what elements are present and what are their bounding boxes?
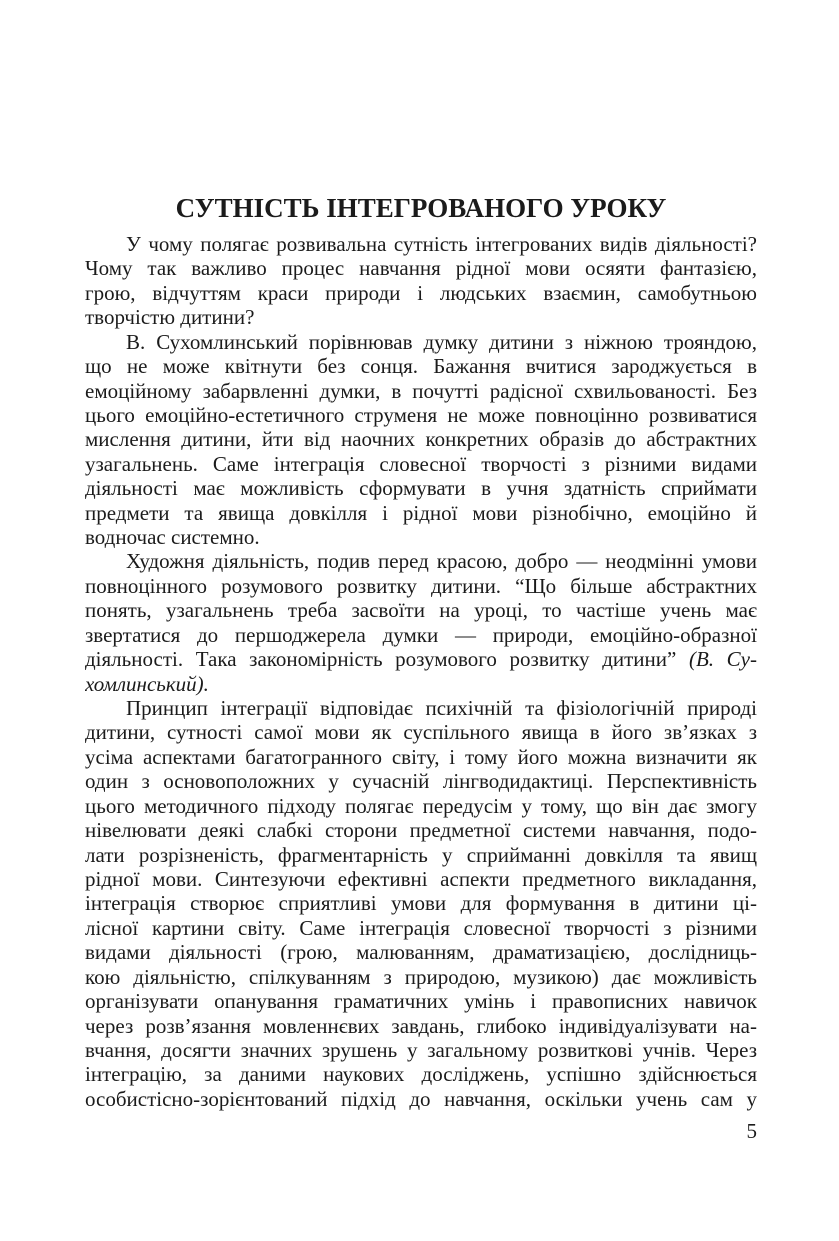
text-line: цього методичного підходу полягає передусім у тому, що він дає змогу xyxy=(85,793,757,818)
text-line: цього емоційно-естетичного струменя не може повноцінно розвиватися xyxy=(85,402,757,427)
text-line: творчістю дитини? xyxy=(85,305,255,330)
text-line: емоційному забарвленні думки, в почутті радісної схвильованості. Без xyxy=(85,378,757,403)
text-line: один з основоположних у сучасній лінгводидактиці. Перспективність xyxy=(85,769,757,794)
text-line: через розв’язання мовленнєвих завдань, глибоко індивідуалізувати на- xyxy=(85,1013,757,1038)
text-line: усіма аспектами багатогранного світу, і тому його можна визначити як xyxy=(85,744,757,769)
text-line: Принцип інтеграції відповідає психічній та фізіологічній природі xyxy=(126,696,757,721)
text-line: грою, відчуттям краси природи і людських взаємин, самобутньою xyxy=(85,280,757,305)
text-line: У чому полягає розвивальна сутність інтегрованих видів діяльності? xyxy=(126,232,757,256)
paragraph xyxy=(85,549,757,696)
text-line: інтеграцію, за даними наукових досліджень, успішно здійснюється xyxy=(85,1062,757,1087)
text-line: узагальнень. Саме інтеграція словесної творчості з різними видами xyxy=(85,451,757,476)
text-line: вчання, досягти значних зрушень у загальному розвиткові учнів. Через xyxy=(85,1037,757,1062)
text-line: предмети та явища довкілля і рідної мови різнобічно, емоційно й xyxy=(85,500,757,525)
text-line: В. Сухомлинський порівнював думку дитини з ніжною трояндою, xyxy=(126,329,757,354)
page-number: 5 xyxy=(746,1119,757,1143)
article-body xyxy=(85,232,757,1111)
page-title: СУТНІСТЬ ІНТЕГРОВАНОГО УРОКУ xyxy=(175,193,667,223)
text-line: що не може квітнути без сонця. Бажання вчитися зароджується в xyxy=(85,354,757,379)
text-line xyxy=(85,647,757,671)
paragraph xyxy=(85,330,757,550)
citation-author: хомлинський). xyxy=(85,671,209,696)
text-line: лісної картини світу. Саме інтеграція словесної творчості з різними xyxy=(85,915,757,940)
text-line: повноцінного розумового розвитку дитини. “Що більше абстрактних xyxy=(85,573,757,598)
text-line: нівелювати деякі слабкі сторони предметної системи навчання, подо- xyxy=(85,818,757,843)
text-line: видами діяльності (грою, малюванням, драматизацією, дослідниць- xyxy=(85,940,757,965)
text-line: лати розрізненість, фрагментарність у сприйманні довкілля та явищ xyxy=(85,842,757,867)
text-line: Чому так важливо процес навчання рідної мови осяяти фантазією, xyxy=(85,256,757,281)
text-line: Художня діяльність, подив перед красою, добро — неодмінні умови xyxy=(126,549,757,574)
text-line: діяльності має можливість сформувати в учня здатність сприймати xyxy=(85,476,757,501)
text-line: дитини, сутності самої мови як суспільного явища в його зв’язках з xyxy=(85,720,757,745)
text-line: водночас системно. xyxy=(85,525,260,550)
text-line: звертатися до першоджерела думки — природи, емоційно-образної xyxy=(85,622,757,647)
citation-author: (В. Су- xyxy=(688,647,757,672)
text-line: організувати опанування граматичних умінь і правописних навичок xyxy=(85,989,757,1014)
text-line: кою діяльністю, спілкуванням з природою, музикою) дає можливість xyxy=(85,964,757,989)
text-line: рідної мови. Синтезуючи ефективні аспекти предметного викладання, xyxy=(85,866,757,891)
paragraph xyxy=(85,232,757,330)
text-segment: діяльності. Така закономірність розумового розвитку дитини” xyxy=(85,647,677,672)
text-line: понять, узагальнень треба засвоїти на уроці, то частіше учень має xyxy=(85,598,757,623)
text-line: інтеграція створює сприятливі умови для формування в дитини ці- xyxy=(85,891,757,916)
text-line: мислення дитини, йти від наочних конкретних образів до абстрактних xyxy=(85,427,757,452)
paragraph xyxy=(85,696,757,1111)
text-line: особистісно-зорієнтований підхід до навчання, оскільки учень сам у xyxy=(85,1086,757,1111)
